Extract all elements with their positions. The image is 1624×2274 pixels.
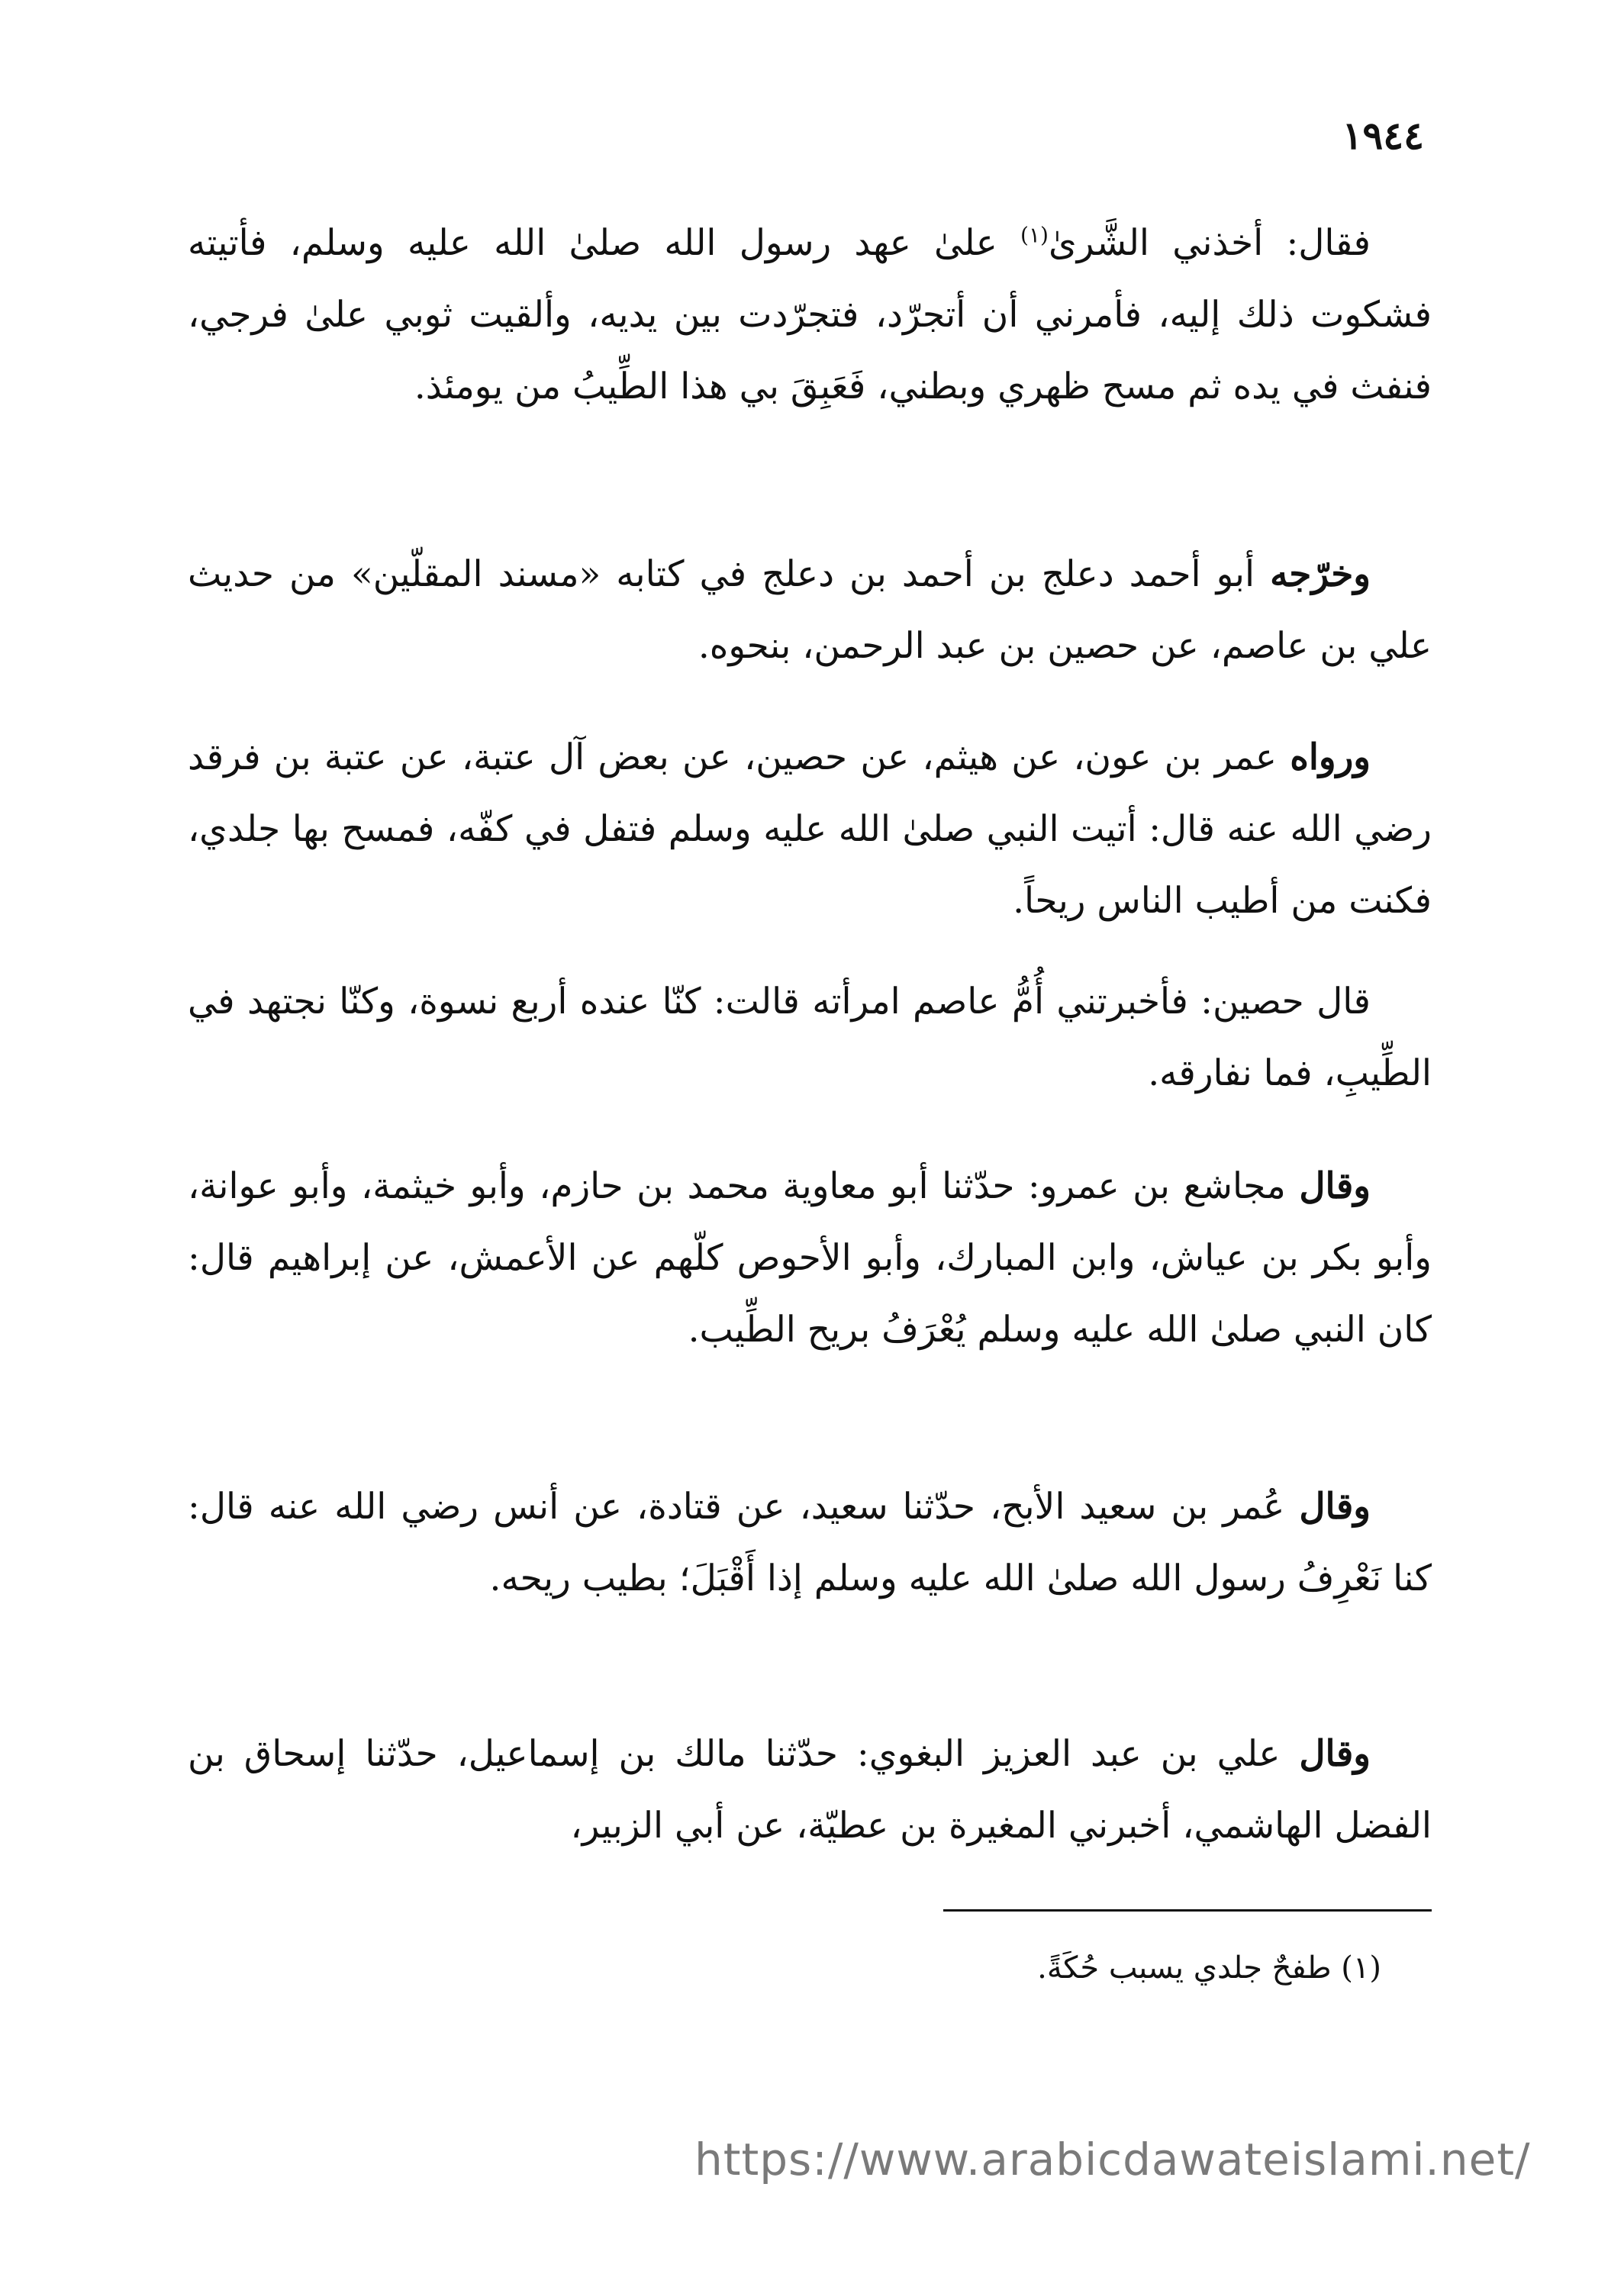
- paragraph-text: مجاشع بن عمرو: حدّثنا أبو معاوية محمد بن حازم، وأبو خيثمة، وأبو عوانة، وأبو بكر بن عياش، وابن المبارك، وأبو الأحوص كلّهم عن الأعمش، عن إبراهيم قال: كان النبي صلىٰ الله عليه وسلم يُعْرَفُ بريح الطِّيب.: [188, 1165, 1432, 1351]
- footnote: (١) طفحٌ جلدي يسبب حُكَةً.: [1037, 1950, 1381, 1986]
- paragraph-text: أبو أحمد دعلج بن أحمد بن دعلج في كتابه «مسند المقلّين» من حديث علي بن عاصم، عن حصين بن عبد الرحمن، بنحوه.: [188, 553, 1432, 667]
- paragraph-text: قال حصين: فأخبرتني أُمُّ عاصم امرأته قالت: كنّا عنده أربع نسوة، وكنّا نجتهد في الطِّيبِ، فما نفارقه.: [188, 981, 1432, 1094]
- paragraph-lead: ورواه: [1290, 736, 1371, 778]
- paragraph-text-before-ref: فقال: أخذني الشَّرىٰ: [1048, 222, 1371, 264]
- paragraph-lead: وخرّجه: [1270, 553, 1371, 595]
- paragraph-text: عُمر بن سعيد الأبح، حدّثنا سعيد، عن قتادة، عن أنس رضي الله عنه قال: كنا نَعْرِفُ رسول الله صلىٰ الله عليه وسلم إذا أَقْبَلَ؛ بطيب ريحه.: [188, 1486, 1432, 1599]
- paragraph-2: [188, 539, 1432, 682]
- footnote-divider: [943, 1909, 1432, 1912]
- paragraph-5: [188, 1151, 1432, 1366]
- paragraph-lead: وقال: [1299, 1486, 1371, 1528]
- paragraph-4: [188, 966, 1432, 1110]
- paragraph-text: علي بن عبد العزيز البغوي: حدّثنا مالك بن إسماعيل، حدّثنا إسحاق بن الفضل الهاشمي، أخبرني المغيرة بن عطيّة، عن أبي الزبير،: [188, 1733, 1432, 1847]
- paragraph-lead: وقال: [1299, 1165, 1371, 1207]
- paragraph-7: [188, 1718, 1432, 1862]
- paragraph-text: عمر بن عون، عن هيثم، عن حصين، عن بعض آل عتبة، عن عتبة بن فرقد رضي الله عنه قال: أتيت النبي صلىٰ الله عليه وسلم فتفل في كفّه، فمسح بها جلدي، فكنت من أطيب الناس ريحاً.: [188, 736, 1432, 922]
- paragraph-text: علىٰ عهد رسول الله صلىٰ الله عليه وسلم، فأتيته فشكوت ذلك إليه، فأمرني أن أتجرّد، فتجرّدت بين يديه، وألقيت ثوبي علىٰ فرجي، فنفث في يده ثم مسح ظهري وبطني، فَعَبِقَ بي هذا الطِّيبُ من يومئذ.: [188, 222, 1432, 407]
- paragraph-6: [188, 1471, 1432, 1615]
- page-number: ١٩٤٤: [1342, 113, 1424, 158]
- paragraph-lead: وقال: [1299, 1733, 1371, 1775]
- paragraph-1: [188, 208, 1432, 423]
- watermark-url[interactable]: https://www.arabicdawateislami.net/: [694, 2134, 1531, 2185]
- footnote-reference[interactable]: (١): [1020, 222, 1049, 248]
- paragraph-3: [188, 722, 1432, 937]
